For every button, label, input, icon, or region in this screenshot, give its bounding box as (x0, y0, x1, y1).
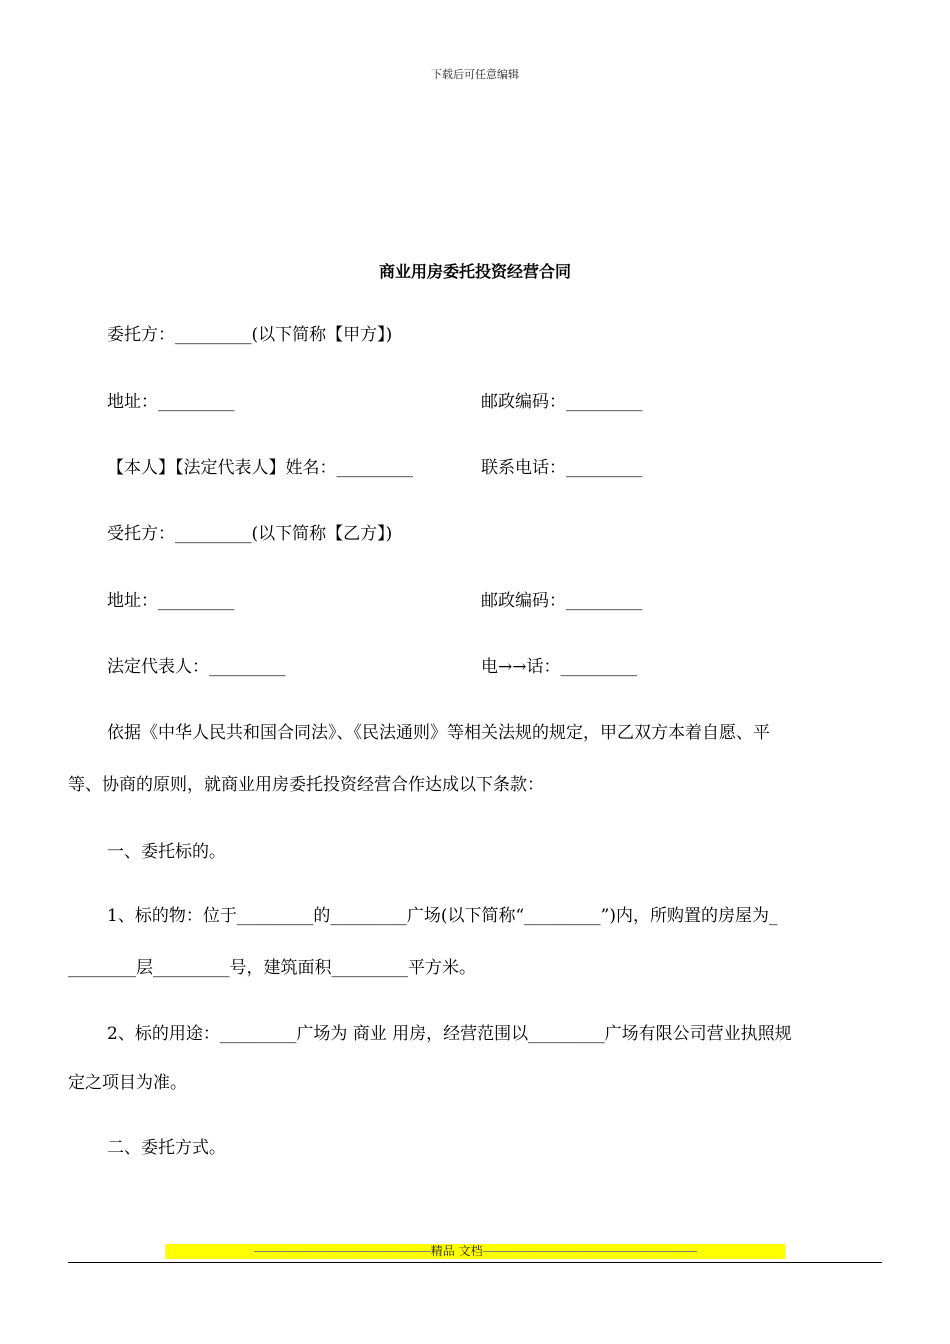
party-a-name: 【本人】【法定代表人】姓名：_________ (107, 458, 413, 478)
item-1-line-1: 1、标的物：位于_________的_________广场(以下简称“_________”)内，所购置的房屋为_ (107, 906, 778, 926)
item-2-line-2: 定之项目为准。 (68, 1073, 187, 1093)
preamble-line-1: 依据《中华人民共和国合同法》、《民法通则》等相关法规的规定，甲乙双方本着自愿、平 (107, 723, 770, 743)
party-b-representative: 法定代表人：_________ (107, 657, 286, 677)
party-a-postcode: 邮政编码：_________ (481, 392, 643, 412)
preamble-line-2: 等、协商的原则，就商业用房委托投资经营合作达成以下条款： (68, 775, 544, 795)
footer-right-dashes: ---------------------------------------------------------------------- (482, 1244, 697, 1258)
party-b-label: 受托方：_________(以下简称【乙方】) (107, 524, 393, 544)
item-2-line-1: 2、标的用途：_________广场为 商业 用房，经营范围以_________广场有限公司营业执照规 (107, 1024, 792, 1044)
footer-left-dashes: ---------------------------------------------------------- (253, 1244, 431, 1258)
party-b-postcode: 邮政编码：_________ (481, 591, 643, 611)
party-b-phone: 电→→话：_________ (481, 657, 637, 677)
item-1-line-2: ________层_________号，建筑面积_________平方米。 (68, 958, 476, 978)
party-a-address: 地址：_________ (107, 392, 235, 412)
party-b-address: 地址：_________ (107, 591, 235, 611)
footer-label: 精品 文档 (430, 1244, 483, 1258)
footer-highlight-band (165, 1244, 785, 1259)
party-a-label: 委托方：_________(以下简称【甲方】) (107, 325, 393, 345)
document-title: 商业用房委托投资经营合同 (378, 262, 571, 281)
section-2-heading: 二、委托方式。 (107, 1138, 226, 1158)
section-1-heading: 一、委托标的。 (107, 842, 226, 862)
party-a-phone: 联系电话：_________ (481, 458, 643, 478)
footer-rule (68, 1262, 882, 1263)
header-note: 下载后可任意编辑 (431, 68, 519, 81)
